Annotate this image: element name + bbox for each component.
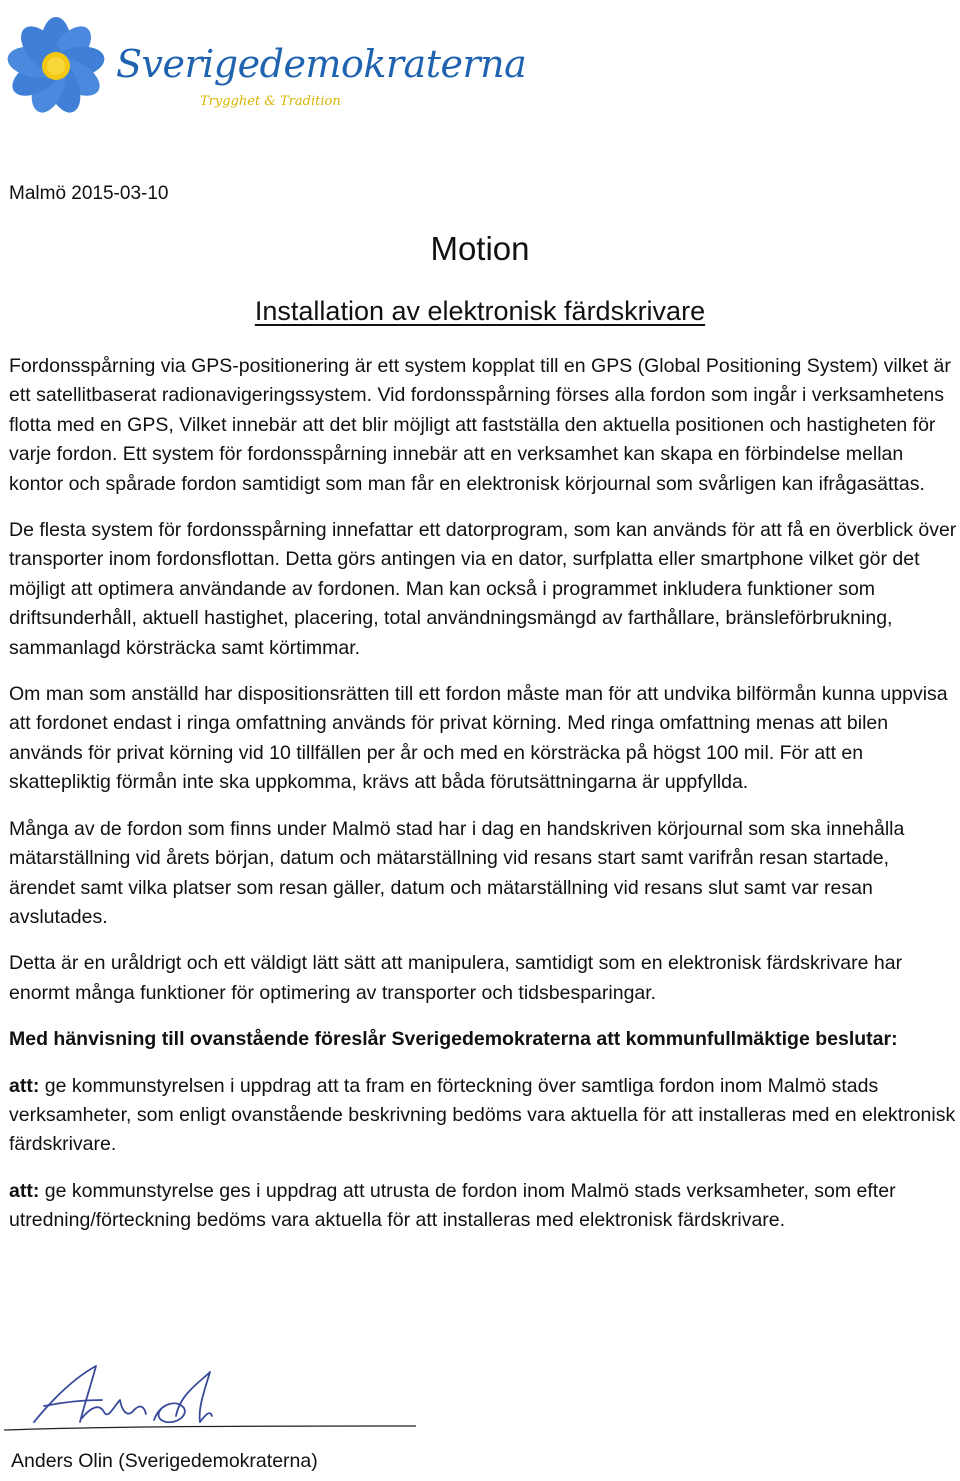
proposal-item-label: att:: [9, 1179, 40, 1202]
proposal-item: [9, 1072, 957, 1160]
document-title: Motion: [430, 230, 530, 267]
proposal-item-text: ge kommunstyrelse ges i uppdrag att utrusta de fordon inom Malmö stads verksamheter, som efter utredning/förteckning bedöms vara aktuella för att installeras med elektronisk färdskrivare.: [9, 1179, 896, 1232]
party-logo: [4, 8, 527, 118]
handwritten-signature: [4, 1360, 416, 1436]
proposal-item-text: ge kommunstyrelsen i uppdrag att ta fram en förteckning över samtliga fordon inom Malmö stads verksamheter, som enligt ovanstående beskrivning bedöms vara aktuella för att installeras med en elektronisk färdskrivare.: [9, 1074, 956, 1156]
document-subtitle: Installation av elektronisk färdskrivare: [254, 296, 706, 326]
logo-wordmark: Sverigedemokraterna: [116, 42, 527, 86]
paragraph: Många av de fordon som finns under Malmö stad har i dag en handskriven körjournal som ska innehålla mätarställning vid årets början, datum och mätarställning vid resans start samt varifrån resan startade, ärendet samt vilka platser som resan gäller, datum och mätarställning vid resans slut samt var resan avslutades.: [9, 817, 905, 928]
paragraph: Om man som anställd har dispositionsrätten till ett fordon måste man för att undvika bilförmån kunna uppvisa att fordonet endast i ringa omfattning används för privat körning. Med ringa omfattning menas att bilen används för privat körning vid 10 tillfällen per år och med en körsträcka på högst 100 mil. För att en skattepliktig förmån inte ska uppkomma, krävs att båda förutsättningarna är uppfyllda.: [9, 683, 948, 794]
logo-tagline: Trygghet & Tradition: [200, 94, 341, 109]
document-body: [9, 352, 957, 1253]
paragraph: Detta är en uråldrigt och ett väldigt lätt sätt att manipulera, samtidigt som en elektronisk färdskrivare har enormt många funktioner för optimering av transporter och tidsbesparingar.: [9, 952, 903, 1004]
proposal-item: [9, 1177, 957, 1236]
flower-icon: [4, 8, 114, 118]
date-line: Malmö 2015-03-10: [9, 183, 169, 204]
proposal-heading: Med hänvisning till ovanstående föreslår Sverigedemokraterna att kommunfullmäktige beslutar:: [9, 1028, 898, 1051]
paragraph: De flesta system för fordonsspårning innefattar ett datorprogram, som kan används för att få en överblick över transporter inom fordonsflottan. Detta görs antingen via en dator, surfplatta eller smartphone vilket gör det möjligt att optimera användande av fordonen. Man kan också i programmet inkludera funktioner som driftsunderhåll, aktuell hastighet, placering, total användningsmängd av farthållare, bränsleförbrukning, sammanlagd körsträcka samt körtimmar.: [9, 519, 957, 659]
paragraph: Fordonsspårning via GPS-positionering är ett system kopplat till en GPS (Global Positioning System) vilket är ett satellitbaserat radionavigeringssystem. Vid fordonsspårning förses alla fordon som ingår i verksamhetens flotta med en GPS, Vilket innebär att det blir möjligt att fastställa den aktuella positionen och hastigheten för varje fordon. Ett system för fordonsspårning innebär att en verksamhet kan skapa en förbindelse mellan kontor och spårade fordon samtidigt som man får en elektronisk körjournal som svårligen kan ifrågasättas.: [9, 355, 951, 495]
proposal-item-label: att:: [9, 1074, 40, 1097]
signer-name: Anders Olin (Sverigedemokraterna): [11, 1450, 318, 1472]
